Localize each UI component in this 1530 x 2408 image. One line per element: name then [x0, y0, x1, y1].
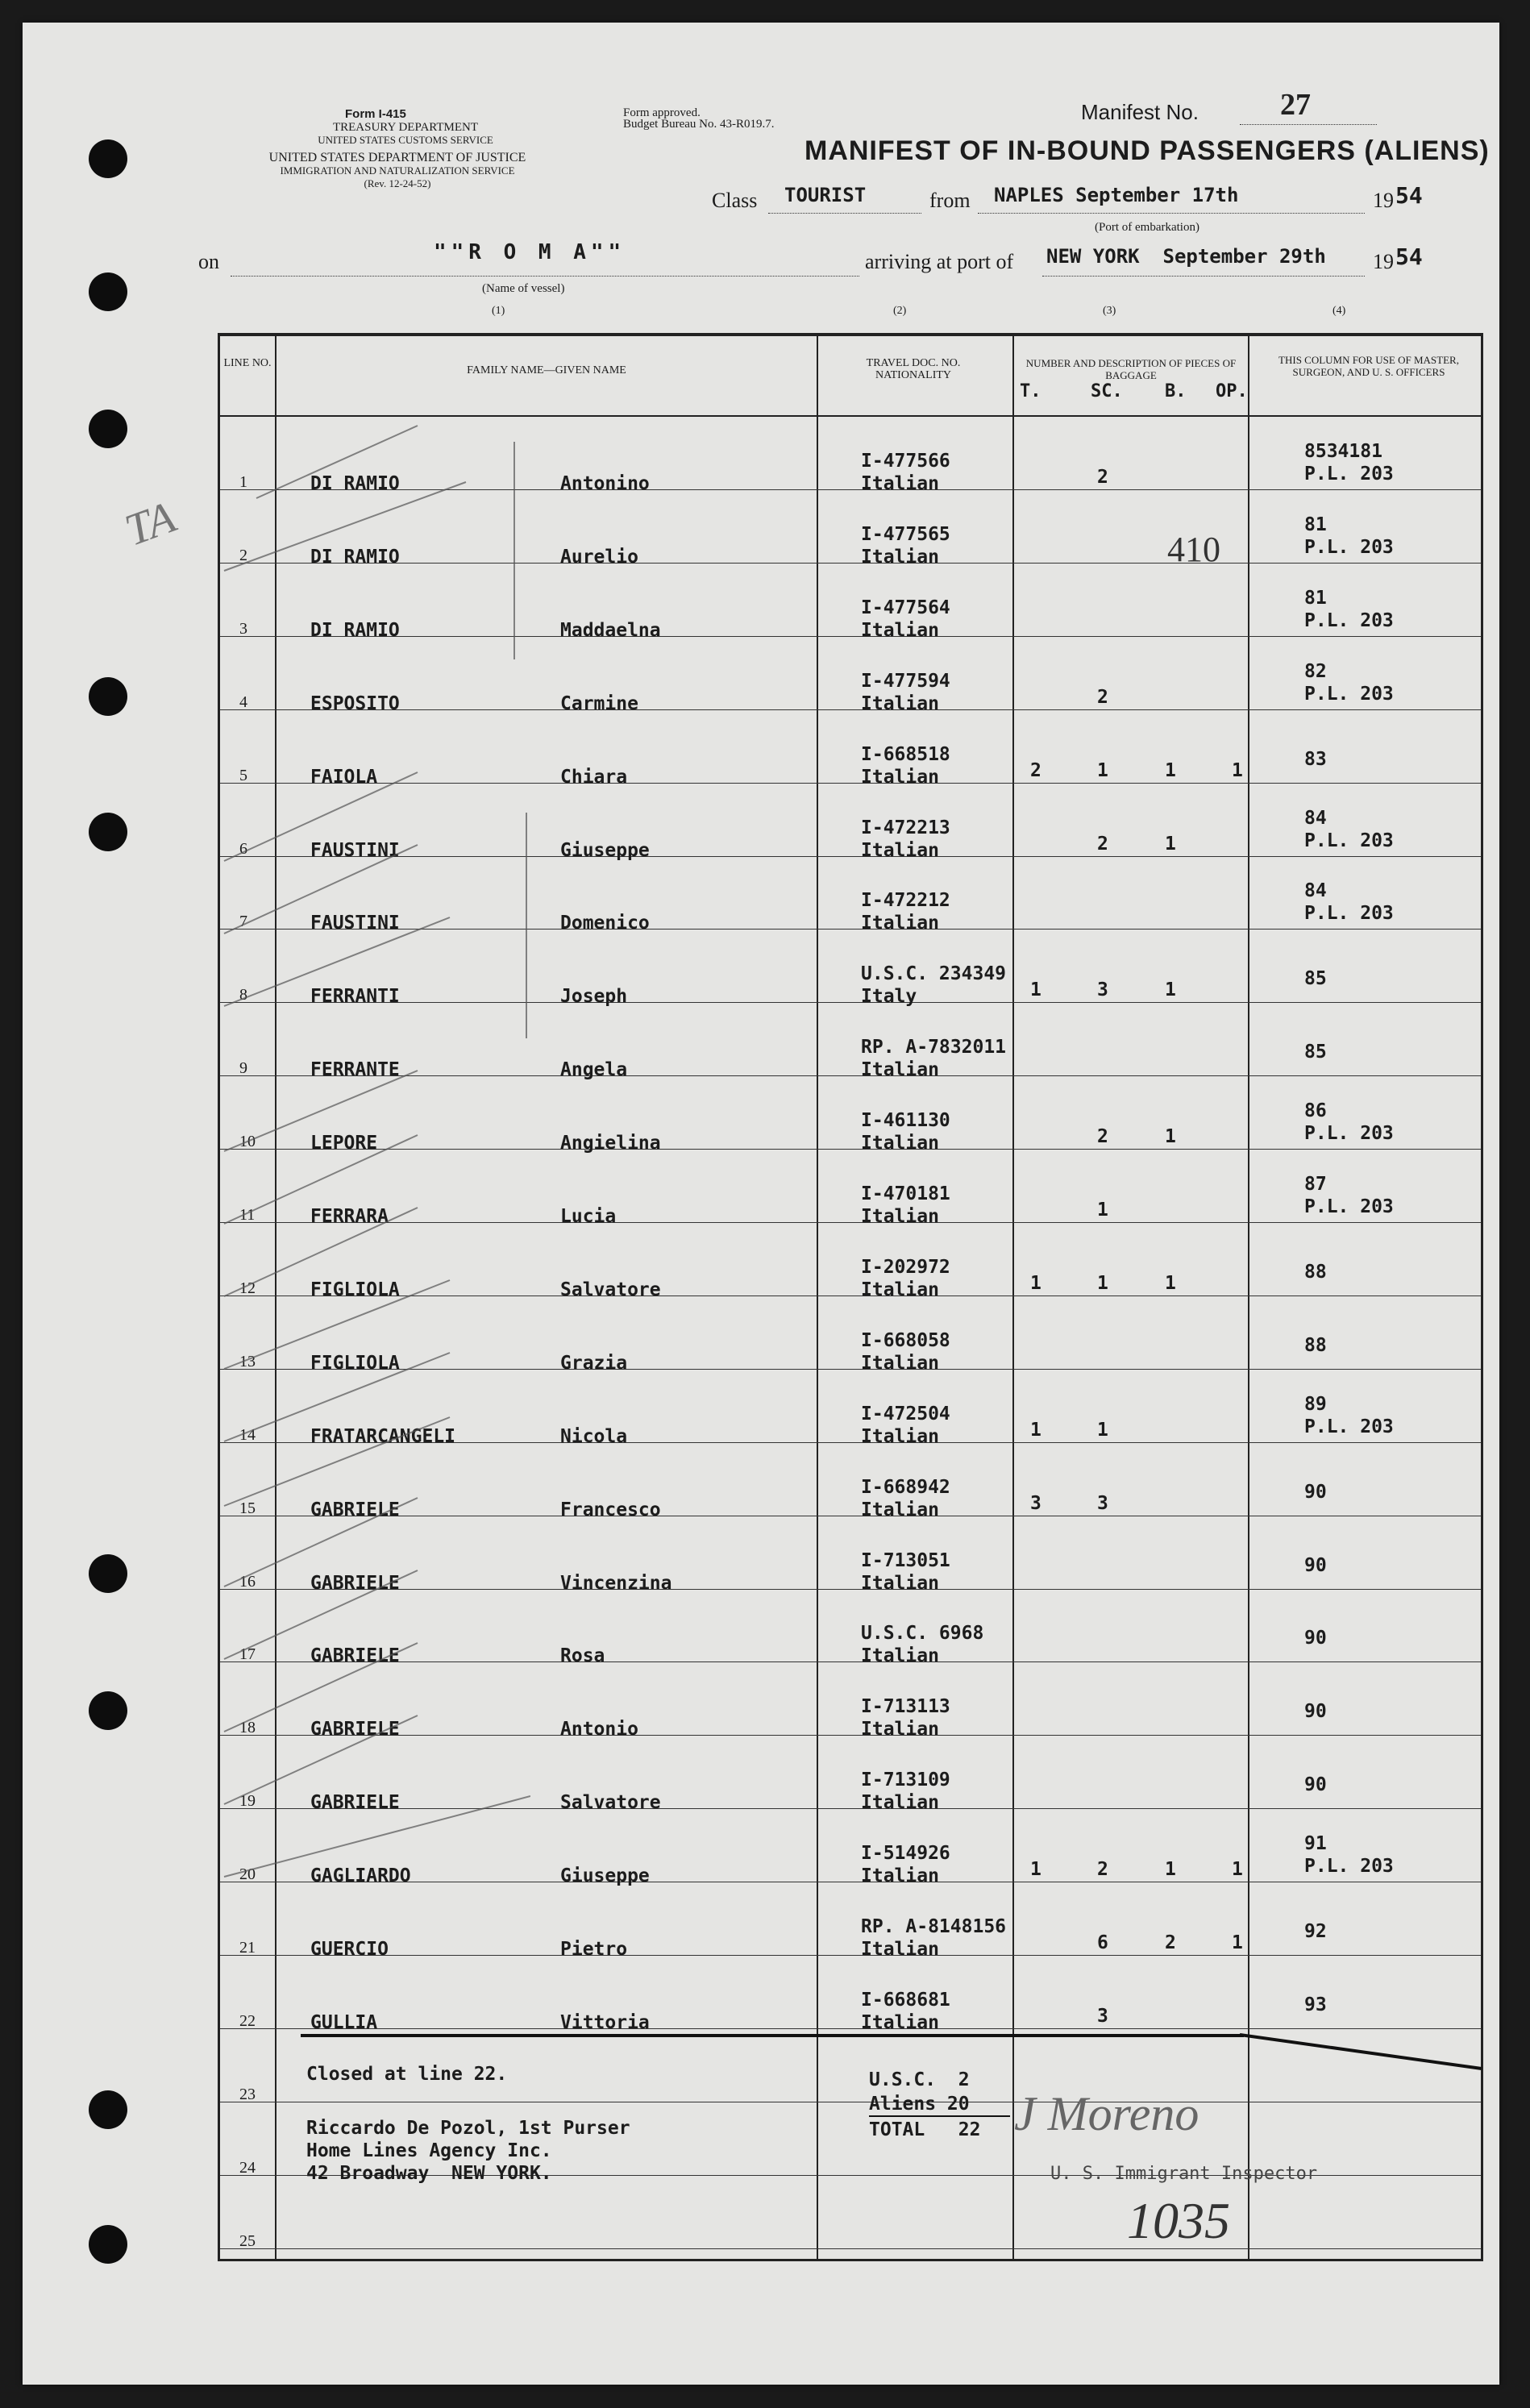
line-number: 1: [239, 473, 247, 491]
officer-number: 90: [1304, 1701, 1327, 1723]
officer-pl: P.L. 203: [1304, 683, 1394, 705]
travel-doc-number: I-668942: [861, 1476, 950, 1498]
family-name: GAGLIARDO: [310, 1865, 411, 1887]
bag-t: 1: [1030, 1419, 1041, 1441]
officer-pl: P.L. 203: [1304, 830, 1394, 851]
officer-number: 84: [1304, 880, 1327, 902]
on-underline: [231, 276, 859, 277]
travel-doc-number: I-668681: [861, 1989, 950, 2011]
line-number: 23: [239, 2085, 256, 2103]
bag-sc: 2: [1097, 1859, 1108, 1881]
family-name: FRATARCANGELI: [310, 1425, 456, 1447]
binder-hole: [89, 1554, 127, 1593]
bag-sc: 2: [1097, 686, 1108, 708]
manifest-title: MANIFEST OF IN-BOUND PASSENGERS (ALIENS): [804, 135, 1490, 166]
officer-pl: P.L. 203: [1304, 464, 1394, 485]
bag-sc: 6: [1097, 1932, 1108, 1953]
officer-number: 90: [1304, 1774, 1327, 1796]
given-name: Grazia: [560, 1352, 628, 1374]
travel-doc-number: I-472212: [861, 890, 950, 912]
travel-doc-number: I-668518: [861, 743, 950, 765]
bag-t: 2: [1030, 759, 1041, 781]
totals-rule: [869, 2115, 1010, 2117]
binder-hole: [89, 2225, 127, 2264]
bag-sc: 3: [1097, 1492, 1108, 1514]
officer-pl: P.L. 203: [1304, 609, 1394, 631]
officer-number: 8534181: [1304, 441, 1382, 462]
given-name: Joseph: [560, 986, 628, 1008]
given-name: Antonino: [560, 473, 650, 494]
inspector-title: U. S. Immigrant Inspector: [1050, 2164, 1318, 2184]
family-name: FAUSTINI: [310, 839, 400, 861]
travel-doc-number: I-470181: [861, 1183, 950, 1204]
nationality: Italian: [861, 619, 939, 641]
given-name: Maddaelna: [560, 619, 661, 641]
bag-t: 1: [1030, 1859, 1041, 1881]
closing-rule: [301, 2034, 1244, 2037]
from-label: from: [929, 189, 971, 212]
year-prefix-2: 19: [1373, 250, 1394, 273]
travel-doc-number: I-477564: [861, 597, 950, 618]
officer-number: 87: [1304, 1174, 1327, 1195]
nationality: Italian: [861, 546, 939, 568]
line-number: 13: [239, 1352, 256, 1370]
travel-doc-number: RP. A-7832011: [861, 1037, 1007, 1058]
line-number: 9: [239, 1059, 247, 1078]
officer-number: 90: [1304, 1554, 1327, 1576]
nationality: Italian: [861, 1792, 939, 1814]
purser-line-3: 42 Broadway NEW YORK.: [306, 2163, 552, 2184]
given-name: Chiara: [560, 766, 628, 788]
handwritten-number: 1035: [1127, 2192, 1230, 2249]
given-name: Francesco: [560, 1499, 661, 1520]
officer-number: 88: [1304, 1261, 1327, 1283]
nationality: Italian: [861, 1206, 939, 1227]
closing-slash: [1240, 2030, 1490, 2078]
officer-number: 91: [1304, 1833, 1327, 1855]
officer-number: 90: [1304, 1628, 1327, 1649]
justice-dept: UNITED STATES DEPARTMENT OF JUSTICE: [268, 151, 526, 164]
family-name: GULLIA: [310, 2011, 378, 2033]
binder-hole: [89, 813, 127, 851]
from-underline: [978, 213, 1365, 214]
officer-pl: P.L. 203: [1304, 1123, 1394, 1145]
pencil-check-marks: [208, 410, 530, 2022]
form-approved: Form approved.: [623, 106, 701, 119]
travel-doc-number: I-713109: [861, 1770, 950, 1791]
ins-service: IMMIGRATION AND NATURALIZATION SERVICE: [280, 164, 515, 177]
header-officers: THIS COLUMN FOR USE OF MASTER, SURGEON, AND U. S. OFFICERS: [1278, 354, 1459, 378]
table-row: [220, 2176, 1481, 2249]
nationality: Italian: [861, 1572, 939, 1594]
family-name: GABRIELE: [310, 1719, 400, 1740]
travel-doc-number: I-713051: [861, 1549, 950, 1571]
margin-mark: TA: [118, 492, 182, 556]
form-revision: (Rev. 12-24-52): [364, 177, 431, 189]
given-name: Pietro: [560, 1939, 628, 1960]
header-name: FAMILY NAME—GIVEN NAME: [467, 364, 626, 376]
nationality: Italian: [861, 473, 939, 494]
officer-number: 81: [1304, 587, 1327, 609]
inspector-signature: J Moreno: [1014, 2087, 1199, 2140]
vessel-caption: (Name of vessel): [482, 282, 565, 295]
manifest-page: [23, 23, 1499, 2385]
officer-number: 93: [1304, 1994, 1327, 2015]
family-name: ESPOSITO: [310, 692, 400, 714]
arriving-value: NEW YORK September 29th: [1046, 245, 1326, 268]
binder-hole: [89, 2090, 127, 2129]
binder-hole: [89, 677, 127, 716]
arriving-underline: [1042, 276, 1365, 277]
given-name: Giuseppe: [560, 1865, 650, 1887]
line-number: 10: [239, 1133, 256, 1151]
family-name: GUERCIO: [310, 1939, 389, 1960]
col-number-1: (1): [492, 305, 505, 317]
officer-number: 84: [1304, 807, 1327, 829]
year-prefix-1: 19: [1373, 189, 1394, 212]
family-name: LEPORE: [310, 1133, 378, 1154]
year-1: 54: [1395, 182, 1423, 209]
given-name: Salvatore: [560, 1792, 661, 1814]
binder-hole: [89, 272, 127, 311]
total-all: TOTAL 22: [869, 2119, 981, 2140]
given-name: Lucia: [560, 1206, 617, 1227]
header-line-no: LINE NO.: [223, 357, 272, 369]
officer-number: 92: [1304, 1921, 1327, 1942]
manifest-no-label: Manifest No.: [1081, 100, 1199, 124]
travel-doc-number: I-202972: [861, 1256, 950, 1278]
given-name: Salvatore: [560, 1279, 661, 1300]
officer-pl: P.L. 203: [1304, 1856, 1394, 1878]
line-number: 2: [239, 546, 247, 564]
header-bag-t: T.: [1020, 381, 1041, 401]
travel-doc-number: I-668058: [861, 1329, 950, 1351]
bag-sc: 2: [1097, 467, 1108, 488]
line-number: 19: [239, 1792, 256, 1811]
line-number: 14: [239, 1425, 256, 1444]
family-name: GABRIELE: [310, 1499, 400, 1520]
line-number: 3: [239, 619, 247, 638]
travel-doc-number: I-514926: [861, 1843, 950, 1865]
given-name: Antonio: [560, 1719, 638, 1740]
travel-doc-number: I-472213: [861, 817, 950, 838]
line-number: 7: [239, 913, 247, 931]
officer-number: 86: [1304, 1100, 1327, 1122]
bag-b: 1: [1165, 979, 1176, 1001]
col-number-2: (2): [893, 305, 907, 317]
given-name: Angielina: [560, 1133, 661, 1154]
officer-number: 85: [1304, 968, 1327, 990]
nationality: Italian: [861, 1645, 939, 1667]
embark-caption: (Port of embarkation): [1095, 221, 1199, 234]
manifest-no-underline: [1240, 124, 1377, 125]
bag-b: 1: [1165, 1126, 1176, 1148]
nationality: Italian: [861, 1939, 939, 1960]
bag-sc: 1: [1097, 1200, 1108, 1221]
travel-doc-number: RP. A-8148156: [861, 1916, 1007, 1937]
bag-t: 1: [1030, 1272, 1041, 1294]
line-number: 16: [239, 1572, 256, 1591]
family-name: DI RAMIO: [310, 473, 400, 494]
bag-b: 1: [1165, 1859, 1176, 1881]
nationality: Italian: [861, 839, 939, 861]
line-number: 17: [239, 1645, 256, 1664]
officer-pl: P.L. 203: [1304, 536, 1394, 558]
line-number: 25: [239, 2231, 256, 2250]
line-number: 6: [239, 839, 247, 858]
officer-number: 82: [1304, 660, 1327, 682]
travel-doc-number: I-477566: [861, 451, 950, 472]
officer-pl: P.L. 203: [1304, 1416, 1394, 1437]
header-travel-doc: TRAVEL DOC. NO. NATIONALITY: [866, 357, 961, 381]
bag-sc: 3: [1097, 2005, 1108, 2027]
nationality: Italian: [861, 1425, 939, 1447]
bag-sc: 1: [1097, 759, 1108, 781]
officer-number: 81: [1304, 514, 1327, 535]
line-number: 8: [239, 986, 247, 1004]
nationality: Italian: [861, 692, 939, 714]
bag-b: 1: [1165, 833, 1176, 855]
family-name: FIGLIOLA: [310, 1352, 400, 1374]
nationality: Italian: [861, 2011, 939, 2033]
col-number-3: (3): [1103, 305, 1116, 317]
total-aliens: Aliens 20: [869, 2094, 970, 2115]
bag-op: 1: [1232, 1932, 1243, 1953]
nationality: Italian: [861, 1059, 939, 1081]
manifest-number: 27: [1280, 88, 1311, 122]
travel-doc-number: U.S.C. 234349: [861, 963, 1007, 985]
line-number: 18: [239, 1719, 256, 1737]
family-name: FERRANTI: [310, 986, 400, 1008]
bag-sc: 1: [1097, 1419, 1108, 1441]
travel-doc-number: I-472504: [861, 1403, 950, 1424]
travel-doc-number: I-477565: [861, 523, 950, 545]
given-name: Rosa: [560, 1645, 605, 1667]
officer-number: 89: [1304, 1393, 1327, 1415]
bag-sc: 1: [1097, 1272, 1108, 1294]
nationality: Italy: [861, 986, 917, 1008]
from-value: NAPLES September 17th: [994, 184, 1239, 206]
row2-handwritten-number: 410: [1167, 530, 1220, 569]
purser-line-2: Home Lines Agency Inc.: [306, 2140, 552, 2161]
family-name: FIGLIOLA: [310, 1279, 400, 1300]
travel-doc-number: U.S.C. 6968: [861, 1623, 984, 1645]
nationality: Italian: [861, 913, 939, 934]
bag-sc: 2: [1097, 833, 1108, 855]
header-bag-sc: SC.: [1091, 381, 1123, 401]
nationality: Italian: [861, 766, 939, 788]
family-name: FAIOLA: [310, 766, 378, 788]
officer-number: 88: [1304, 1334, 1327, 1356]
treasury-dept: TREASURY DEPARTMENT: [332, 121, 479, 134]
class-underline: [768, 213, 921, 214]
binder-hole: [89, 410, 127, 448]
given-name: Nicola: [560, 1425, 628, 1447]
officer-number: 90: [1304, 1481, 1327, 1503]
line-number: 21: [239, 1939, 256, 1957]
vessel-name: ""R O M A"": [434, 240, 626, 264]
travel-doc-number: I-461130: [861, 1110, 950, 1132]
header-bag-op: OP.: [1216, 381, 1248, 401]
line-number: 15: [239, 1499, 256, 1517]
line-number: 5: [239, 766, 247, 784]
bag-sc: 2: [1097, 1126, 1108, 1148]
family-name: GABRIELE: [310, 1572, 400, 1594]
bag-op: 1: [1232, 1859, 1243, 1881]
nationality: Italian: [861, 1499, 939, 1520]
nationality: Italian: [861, 1279, 939, 1300]
family-name: FERRANTE: [310, 1059, 400, 1081]
class-value: TOURIST: [784, 184, 867, 206]
line-number: 20: [239, 1865, 256, 1884]
given-name: Vittoria: [560, 2011, 650, 2033]
year-2: 54: [1395, 243, 1423, 270]
officer-pl: P.L. 203: [1304, 903, 1394, 925]
given-name: Aurelio: [560, 546, 638, 568]
bag-op: 1: [1232, 759, 1243, 781]
line-number: 12: [239, 1279, 256, 1297]
family-name: FAUSTINI: [310, 913, 400, 934]
on-label: on: [198, 250, 219, 273]
travel-doc-number: I-477594: [861, 670, 950, 692]
line-number: 22: [239, 2011, 256, 2030]
officer-number: 85: [1304, 1042, 1327, 1063]
budget-bureau: Budget Bureau No. 43-R019.7.: [623, 118, 775, 131]
family-name: GABRIELE: [310, 1645, 400, 1667]
class-label: Class: [712, 189, 758, 212]
col-number-4: (4): [1333, 305, 1346, 317]
travel-doc-number: I-713113: [861, 1696, 950, 1718]
form-number: Form I-415: [345, 107, 406, 121]
family-name: FERRARA: [310, 1206, 389, 1227]
line-number: 11: [239, 1206, 256, 1224]
nationality: Italian: [861, 1352, 939, 1374]
nationality: Italian: [861, 1133, 939, 1154]
bag-b: 2: [1165, 1932, 1176, 1953]
given-name: Vincenzina: [560, 1572, 672, 1594]
customs-service: UNITED STATES CUSTOMS SERVICE: [318, 134, 493, 146]
family-name: GABRIELE: [310, 1792, 400, 1814]
line-number: 4: [239, 692, 247, 711]
total-usc: U.S.C. 2: [869, 2069, 970, 2090]
nationality: Italian: [861, 1719, 939, 1740]
header-baggage: NUMBER AND DESCRIPTION OF PIECES OF BAGGAGE: [1025, 357, 1237, 381]
nationality: Italian: [861, 1865, 939, 1887]
purser-line-1: Riccardo De Pozol, 1st Purser: [306, 2118, 630, 2139]
bag-t: 3: [1030, 1492, 1041, 1514]
given-name: Giuseppe: [560, 839, 650, 861]
binder-hole: [89, 1691, 127, 1730]
header-bag-b: B.: [1165, 381, 1187, 401]
arriving-label: arriving at port of: [865, 250, 1014, 273]
closed-note: Closed at line 22.: [306, 2064, 508, 2085]
bag-b: 1: [1165, 1272, 1176, 1294]
bag-sc: 3: [1097, 979, 1108, 1001]
bag-b: 1: [1165, 759, 1176, 781]
family-name: DI RAMIO: [310, 619, 400, 641]
given-name: Carmine: [560, 692, 638, 714]
binder-hole: [89, 139, 127, 178]
line-number: 24: [239, 2158, 256, 2177]
bag-t: 1: [1030, 979, 1041, 1001]
officer-pl: P.L. 203: [1304, 1196, 1394, 1217]
given-name: Domenico: [560, 913, 650, 934]
family-name: DI RAMIO: [310, 546, 400, 568]
given-name: Angela: [560, 1059, 628, 1081]
officer-number: 83: [1304, 748, 1327, 770]
